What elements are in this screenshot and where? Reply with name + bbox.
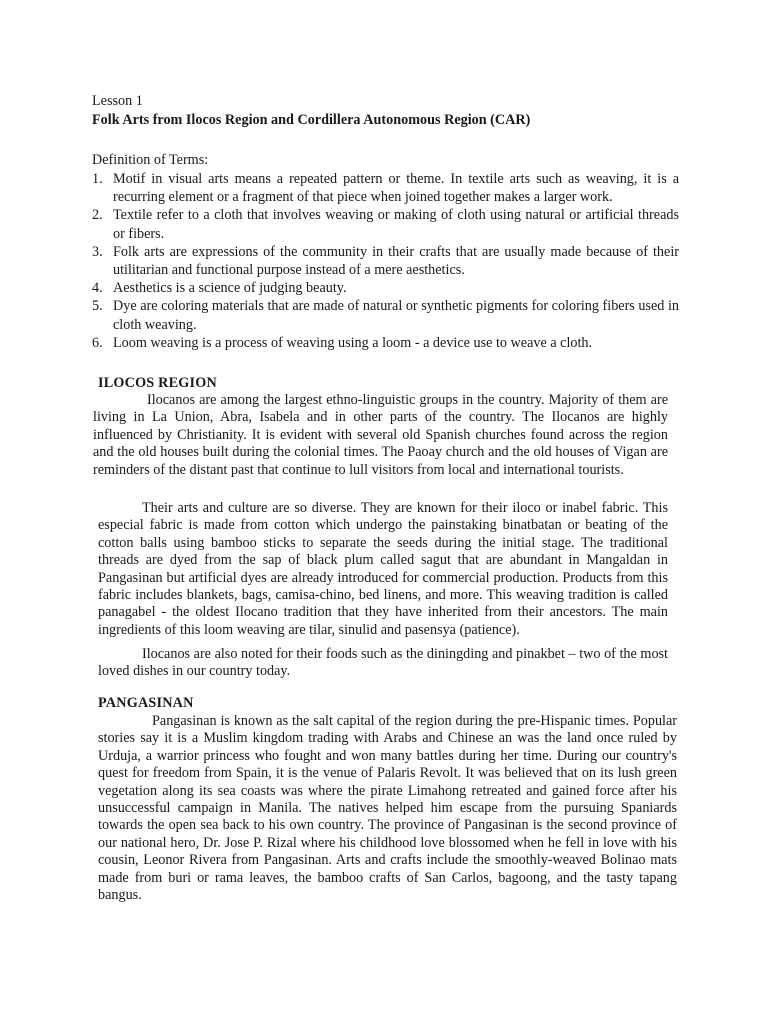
item-number: 5.	[92, 298, 103, 315]
item-number: 3.	[92, 243, 103, 260]
item-number: 2.	[92, 207, 103, 224]
term-text: Loom weaving is a process of weaving using a loom - a device use to weave a cloth.	[113, 334, 593, 351]
term-text: Textile refer to a cloth that involves weaving or making of cloth using natural or artificial threads or fibers.	[113, 207, 679, 242]
pangasinan-paragraph: Pangasinan is known as the salt capital of the region during the pre-Hispanic times. Popular stories say it is a Muslim kingdom trading with Arabs and Chinese an was the land once ruled by Urduja, a warrior princess who fought and won many battles during her time. During our country's quest for freedom from Spain, it is the venue of Palaris Revolt. It was believed that on its lush green vegetation along its sea coasts was where the pirate Limahong retreated and gained force after his unsuccessful campaign in Manila. The natives helped him escape from the pursuing Spaniards towards the open sea back to his own country. The province of Pangasinan is the second province of our national hero, Dr. Jose P. Rizal where his childhood love blossomed when he fell in love with his cousin, Leonor Rivera from Pangasinan. Arts and crafts include the smoothly-weaved Bolinao mats made from buri or rama leaves, the bamboo crafts of San Carlos, bagoong, and the tasty tapang bangus.	[98, 713, 677, 904]
item-number: 1.	[92, 171, 103, 187]
term-text: Motif in visual arts means a repeated pattern or theme. In textile arts such as weaving, it is a recurring element or a fragment of that piece when joined together makes a larger work.	[113, 171, 679, 206]
term-text: Aesthetics is a science of judging beauty.	[113, 280, 347, 297]
term-text: Dye are coloring materials that are made of natural or synthetic pigments for coloring fibers used in cloth weaving.	[113, 298, 679, 333]
ilocos-paragraph-2: Their arts and culture are so diverse. They are known for their iloco or inabel fabric. This especial fabric is made from cotton which undergo the painstaking binatbatan or beating of the cotton balls using bamboo sticks to separate the seeds during the initial stage. The traditional threads are dyed from the sap of black plum called sagut that are abundant in Mangaldan in Pangasinan but artificial dyes are already introduced for commercial production. Products from this fabric includes blankets, bags, camisa-chino, bed linens, and more. This weaving tradition is called panagabel - the oldest Ilocano tradition that they have inherited from their ancestors. The main ingredients of this loom weaving are tilar, sinulid and pasensya (patience).	[98, 500, 668, 638]
ilocos-heading: ILOCOS REGION	[98, 375, 217, 391]
list-item	[92, 243, 679, 279]
list-item	[92, 170, 679, 206]
list-item	[92, 279, 679, 297]
item-number: 6.	[92, 334, 103, 351]
term-text: Folk arts are expressions of the community in their crafts that are usually made because of their utilitarian and functional purpose instead of a mere aesthetics.	[113, 243, 679, 279]
terms-list	[92, 170, 679, 352]
list-item	[92, 297, 679, 333]
definitions-heading: Definition of Terms:	[92, 152, 209, 168]
list-item	[92, 206, 679, 242]
lesson-label: Lesson 1	[92, 93, 143, 109]
list-item	[92, 334, 679, 352]
ilocos-paragraph-1: Ilocanos are among the largest ethno-linguistic groups in the country. Majority of them are living in La Union, Abra, Isabela and in other parts of the country. The Ilocanos are highly influenced by Christianity. It is evident with several old Spanish churches found across the region and the old houses built during the colonial times. The Paoay church and the old houses of Vigan are reminders of the distant past that continue to lull visitors from local and international tourists.	[93, 392, 668, 478]
pangasinan-heading: PANGASINAN	[98, 695, 194, 711]
item-number: 4.	[92, 280, 103, 297]
page-title: Folk Arts from Ilocos Region and Cordillera Autonomous Region (CAR)	[92, 112, 531, 128]
ilocos-paragraph-3: Ilocanos are also noted for their foods such as the diningding and pinakbet – two of the most loved dishes in our country today.	[98, 646, 668, 680]
